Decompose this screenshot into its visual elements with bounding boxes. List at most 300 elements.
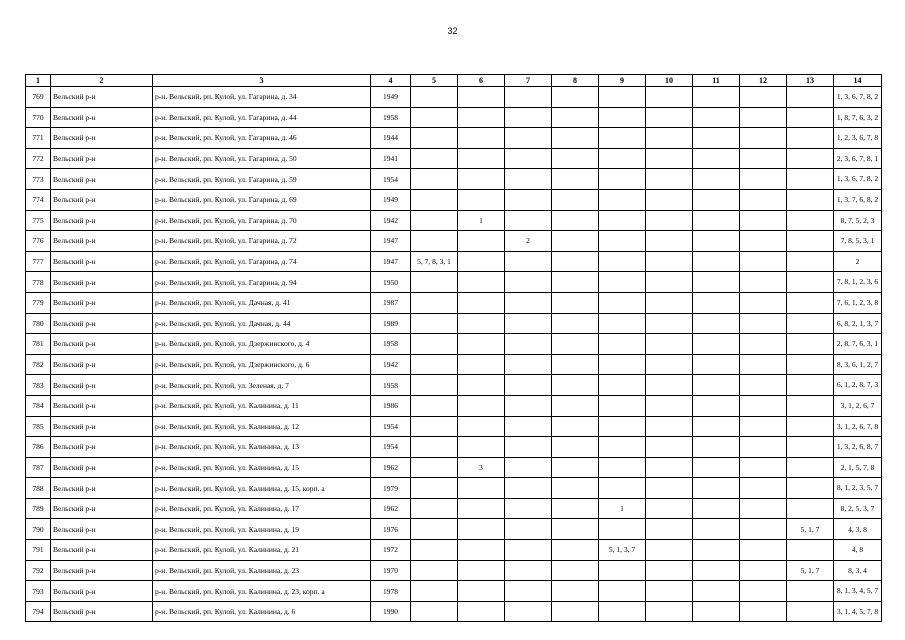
column-10-cell [646, 375, 693, 396]
column-14-cell: 2, 1, 5, 7, 8 [834, 457, 882, 478]
column-6-cell [458, 560, 505, 581]
column-12-cell [740, 560, 787, 581]
table-row [26, 395, 882, 416]
row-number: 779 [26, 292, 51, 313]
address-cell: р-н. Вельский, рп. Кулой, ул. Гагарина, д. 46 [153, 128, 371, 149]
column-9-cell [599, 519, 646, 540]
column-12-cell [740, 148, 787, 169]
address-cell: р-н. Вельский, рп. Кулой, ул. Калинина, д. 13 [153, 437, 371, 458]
column-12-cell [740, 375, 787, 396]
data-table [25, 74, 882, 622]
column-10-cell [646, 189, 693, 210]
column-7-cell [505, 334, 552, 355]
column-13-cell [787, 251, 834, 272]
column-5-cell [411, 416, 458, 437]
district-cell: Вельский р-н [51, 601, 153, 622]
column-12-cell [740, 354, 787, 375]
column-8-cell [552, 478, 599, 499]
page-number: 32 [447, 26, 458, 36]
column-7-cell [505, 313, 552, 334]
column-5-cell [411, 395, 458, 416]
year-cell: 1954 [371, 437, 411, 458]
table-row [26, 416, 882, 437]
column-8-cell [552, 251, 599, 272]
column-5-cell [411, 437, 458, 458]
column-7-cell [505, 560, 552, 581]
table-row [26, 457, 882, 478]
column-9-cell [599, 169, 646, 190]
column-12-cell [740, 169, 787, 190]
address-cell: р-н. Вельский, рп. Кулой, ул. Гагарина, д. 69 [153, 189, 371, 210]
column-7-cell [505, 437, 552, 458]
district-cell: Вельский р-н [51, 581, 153, 602]
year-cell: 1942 [371, 210, 411, 231]
column-5-cell [411, 87, 458, 108]
row-number: 791 [26, 540, 51, 561]
column-5-cell [411, 128, 458, 149]
address-cell: р-н. Вельский, рп. Кулой, ул. Гагарина, д. 50 [153, 148, 371, 169]
column-12-cell [740, 107, 787, 128]
column-7-cell [505, 581, 552, 602]
district-cell: Вельский р-н [51, 128, 153, 149]
column-9-cell [599, 210, 646, 231]
column-7-cell [505, 375, 552, 396]
column-9-cell: 5, 1, 3, 7 [599, 540, 646, 561]
table-row [26, 560, 882, 581]
column-13-cell [787, 272, 834, 293]
column-13-cell [787, 395, 834, 416]
column-6-cell [458, 148, 505, 169]
column-header-9: 9 [599, 75, 646, 87]
column-13-cell [787, 128, 834, 149]
column-10-cell [646, 437, 693, 458]
column-9-cell [599, 581, 646, 602]
row-number: 780 [26, 313, 51, 334]
address-cell: р-н. Вельский, рп. Кулой, ул. Калинина, д. 12 [153, 416, 371, 437]
column-12-cell [740, 334, 787, 355]
column-12-cell [740, 540, 787, 561]
column-13-cell [787, 354, 834, 375]
column-14-cell: 1, 3, 7, 6, 8, 2 [834, 189, 882, 210]
column-7-cell [505, 189, 552, 210]
column-10-cell [646, 560, 693, 581]
column-6-cell: 3 [458, 457, 505, 478]
table-row [26, 437, 882, 458]
column-14-cell: 3, 1, 2, 6, 7, 8 [834, 416, 882, 437]
row-number: 789 [26, 498, 51, 519]
column-13-cell [787, 313, 834, 334]
column-12-cell [740, 210, 787, 231]
column-12-cell [740, 437, 787, 458]
column-13-cell [787, 107, 834, 128]
table-row [26, 87, 882, 108]
column-8-cell [552, 148, 599, 169]
column-9-cell [599, 395, 646, 416]
address-cell: р-н. Вельский, рп. Кулой, ул. Калинина, д. 15 [153, 457, 371, 478]
district-cell: Вельский р-н [51, 189, 153, 210]
column-5-cell [411, 313, 458, 334]
column-7-cell [505, 169, 552, 190]
column-11-cell [693, 334, 740, 355]
column-9-cell: 1 [599, 498, 646, 519]
column-8-cell [552, 437, 599, 458]
column-6-cell [458, 251, 505, 272]
column-5-cell [411, 169, 458, 190]
district-cell: Вельский р-н [51, 478, 153, 499]
row-number: 776 [26, 231, 51, 252]
row-number: 793 [26, 581, 51, 602]
row-number: 792 [26, 560, 51, 581]
year-cell: 1962 [371, 498, 411, 519]
column-6-cell [458, 498, 505, 519]
column-14-cell: 1, 3, 6, 7, 8, 2 [834, 169, 882, 190]
table-row [26, 540, 882, 561]
row-number: 794 [26, 601, 51, 622]
column-6-cell [458, 540, 505, 561]
column-10-cell [646, 457, 693, 478]
column-13-cell [787, 375, 834, 396]
column-11-cell [693, 272, 740, 293]
column-9-cell [599, 107, 646, 128]
district-cell: Вельский р-н [51, 519, 153, 540]
column-11-cell [693, 231, 740, 252]
column-9-cell [599, 251, 646, 272]
column-9-cell [599, 292, 646, 313]
column-13-cell [787, 437, 834, 458]
column-7-cell [505, 395, 552, 416]
address-cell: р-н. Вельский, рп. Кулой, ул. Гагарина, д. 44 [153, 107, 371, 128]
district-cell: Вельский р-н [51, 292, 153, 313]
column-14-cell: 8, 7, 5, 2, 3 [834, 210, 882, 231]
column-8-cell [552, 107, 599, 128]
column-5-cell [411, 560, 458, 581]
column-6-cell [458, 581, 505, 602]
column-8-cell [552, 210, 599, 231]
address-cell: р-н. Вельский, рп. Кулой, ул. Гагарина, д. 72 [153, 231, 371, 252]
column-9-cell [599, 560, 646, 581]
year-cell: 1949 [371, 87, 411, 108]
column-10-cell [646, 334, 693, 355]
column-5-cell [411, 457, 458, 478]
column-5-cell [411, 375, 458, 396]
column-12-cell [740, 416, 787, 437]
column-12-cell [740, 457, 787, 478]
year-cell: 1947 [371, 231, 411, 252]
column-5-cell: 5, 7, 8, 3, 1 [411, 251, 458, 272]
district-cell: Вельский р-н [51, 498, 153, 519]
address-cell: р-н. Вельский, рп. Кулой, ул. Калинина, д. 17 [153, 498, 371, 519]
column-9-cell [599, 231, 646, 252]
column-11-cell [693, 189, 740, 210]
column-5-cell [411, 189, 458, 210]
row-number: 788 [26, 478, 51, 499]
column-8-cell [552, 519, 599, 540]
column-14-cell: 2, 3, 6, 7, 8, 1 [834, 148, 882, 169]
column-9-cell [599, 272, 646, 293]
column-8-cell [552, 354, 599, 375]
column-14-cell: 8, 1, 3, 4, 5, 7 [834, 581, 882, 602]
column-12-cell [740, 292, 787, 313]
column-11-cell [693, 169, 740, 190]
address-cell: р-н. Вельский, рп. Кулой, ул. Гагарина, д. 59 [153, 169, 371, 190]
table-row [26, 375, 882, 396]
column-13-cell [787, 292, 834, 313]
column-11-cell [693, 457, 740, 478]
column-14-cell: 8, 1, 2, 3, 5, 7 [834, 478, 882, 499]
row-number: 778 [26, 272, 51, 293]
row-number: 782 [26, 354, 51, 375]
column-10-cell [646, 251, 693, 272]
year-cell: 1942 [371, 354, 411, 375]
column-8-cell [552, 169, 599, 190]
column-12-cell [740, 128, 787, 149]
column-13-cell [787, 210, 834, 231]
column-11-cell [693, 498, 740, 519]
table-row [26, 498, 882, 519]
column-14-cell: 3, 1, 4, 5, 7, 8 [834, 601, 882, 622]
column-14-cell: 7, 8, 5, 3, 1 [834, 231, 882, 252]
year-cell: 1970 [371, 560, 411, 581]
column-12-cell [740, 251, 787, 272]
column-13-cell [787, 478, 834, 499]
district-cell: Вельский р-н [51, 334, 153, 355]
column-10-cell [646, 601, 693, 622]
column-header-12: 12 [740, 75, 787, 87]
year-cell: 1989 [371, 313, 411, 334]
column-9-cell [599, 313, 646, 334]
row-number: 785 [26, 416, 51, 437]
table-row [26, 169, 882, 190]
column-6-cell [458, 437, 505, 458]
column-9-cell [599, 601, 646, 622]
column-6-cell [458, 313, 505, 334]
column-14-cell: 8, 3, 4 [834, 560, 882, 581]
row-number: 775 [26, 210, 51, 231]
column-8-cell [552, 313, 599, 334]
column-13-cell [787, 416, 834, 437]
column-11-cell [693, 416, 740, 437]
column-8-cell [552, 375, 599, 396]
column-14-cell: 1, 3, 2, 6, 8, 7 [834, 437, 882, 458]
year-cell: 1958 [371, 107, 411, 128]
column-9-cell [599, 375, 646, 396]
row-number: 770 [26, 107, 51, 128]
column-6-cell: 1 [458, 210, 505, 231]
column-5-cell [411, 272, 458, 293]
column-12-cell [740, 189, 787, 210]
column-12-cell [740, 601, 787, 622]
year-cell: 1954 [371, 169, 411, 190]
column-13-cell [787, 540, 834, 561]
district-cell: Вельский р-н [51, 457, 153, 478]
column-8-cell [552, 457, 599, 478]
column-8-cell [552, 498, 599, 519]
address-cell: р-н. Вельский, рп. Кулой, ул. Гагарина, д. 74 [153, 251, 371, 272]
column-12-cell [740, 272, 787, 293]
address-cell: р-н. Вельский, рп. Кулой, ул. Калинина, д. 23 [153, 560, 371, 581]
header-row [26, 75, 882, 87]
column-11-cell [693, 210, 740, 231]
column-5-cell [411, 519, 458, 540]
column-10-cell [646, 169, 693, 190]
column-11-cell [693, 128, 740, 149]
column-11-cell [693, 354, 740, 375]
column-9-cell [599, 437, 646, 458]
column-10-cell [646, 395, 693, 416]
row-number: 784 [26, 395, 51, 416]
column-13-cell [787, 334, 834, 355]
row-number: 774 [26, 189, 51, 210]
column-7-cell [505, 251, 552, 272]
year-cell: 1978 [371, 581, 411, 602]
column-6-cell [458, 189, 505, 210]
address-cell: р-н. Вельский, рп. Кулой, ул. Калинина, д. 19 [153, 519, 371, 540]
column-14-cell: 1, 2, 3, 6, 7, 8 [834, 128, 882, 149]
district-cell: Вельский р-н [51, 416, 153, 437]
address-cell: р-н. Вельский, рп. Кулой, ул. Гагарина, д. 70 [153, 210, 371, 231]
table-row [26, 231, 882, 252]
column-9-cell [599, 478, 646, 499]
column-8-cell [552, 601, 599, 622]
column-8-cell [552, 560, 599, 581]
column-8-cell [552, 128, 599, 149]
column-10-cell [646, 478, 693, 499]
column-header-7: 7 [505, 75, 552, 87]
column-13-cell [787, 189, 834, 210]
district-cell: Вельский р-н [51, 148, 153, 169]
column-10-cell [646, 210, 693, 231]
column-13-cell: 5, 1, 7 [787, 560, 834, 581]
column-6-cell [458, 601, 505, 622]
column-7-cell [505, 601, 552, 622]
column-10-cell [646, 272, 693, 293]
table-row [26, 210, 882, 231]
column-8-cell [552, 231, 599, 252]
column-5-cell [411, 292, 458, 313]
year-cell: 1990 [371, 601, 411, 622]
row-number: 769 [26, 87, 51, 108]
column-7-cell [505, 292, 552, 313]
column-5-cell [411, 231, 458, 252]
district-cell: Вельский р-н [51, 272, 153, 293]
address-cell: р-н. Вельский, рп. Кулой, ул. Калинина, д. 15, корп. а [153, 478, 371, 499]
column-header-10: 10 [646, 75, 693, 87]
column-5-cell [411, 601, 458, 622]
table-row [26, 272, 882, 293]
column-8-cell [552, 189, 599, 210]
column-7-cell [505, 478, 552, 499]
column-11-cell [693, 560, 740, 581]
year-cell: 1950 [371, 272, 411, 293]
column-8-cell [552, 87, 599, 108]
row-number: 777 [26, 251, 51, 272]
table-row [26, 354, 882, 375]
column-14-cell: 3, 1, 2, 6, 7 [834, 395, 882, 416]
column-8-cell [552, 581, 599, 602]
address-cell: р-н. Вельский, рп. Кулой, ул. Гагарина, д. 94 [153, 272, 371, 293]
column-9-cell [599, 457, 646, 478]
year-cell: 1941 [371, 148, 411, 169]
column-9-cell [599, 148, 646, 169]
column-7-cell [505, 354, 552, 375]
column-11-cell [693, 251, 740, 272]
column-11-cell [693, 581, 740, 602]
column-13-cell [787, 169, 834, 190]
year-cell: 1979 [371, 478, 411, 499]
column-10-cell [646, 498, 693, 519]
address-cell: р-н. Вельский, рп. Кулой, ул. Дачная, д. 41 [153, 292, 371, 313]
district-cell: Вельский р-н [51, 87, 153, 108]
column-13-cell [787, 457, 834, 478]
column-5-cell [411, 498, 458, 519]
address-cell: р-н. Вельский, рп. Кулой, ул. Калинина, д. 21 [153, 540, 371, 561]
district-cell: Вельский р-н [51, 251, 153, 272]
column-5-cell [411, 581, 458, 602]
table-row [26, 148, 882, 169]
column-12-cell [740, 313, 787, 334]
column-8-cell [552, 334, 599, 355]
column-header-5: 5 [411, 75, 458, 87]
column-14-cell: 1, 8, 7, 6, 3, 2 [834, 107, 882, 128]
column-13-cell [787, 581, 834, 602]
column-11-cell [693, 87, 740, 108]
address-cell: р-н. Вельский, рп. Кулой, ул. Дачная, д. 44 [153, 313, 371, 334]
column-6-cell [458, 87, 505, 108]
column-10-cell [646, 292, 693, 313]
district-cell: Вельский р-н [51, 540, 153, 561]
address-cell: р-н. Вельский, рп. Кулой, ул. Гагарина, д. 34 [153, 87, 371, 108]
row-number: 790 [26, 519, 51, 540]
year-cell: 1986 [371, 395, 411, 416]
address-cell: р-н. Вельский, рп. Кулой, ул. Калинина, д. 6 [153, 601, 371, 622]
column-11-cell [693, 313, 740, 334]
year-cell: 1947 [371, 251, 411, 272]
column-10-cell [646, 87, 693, 108]
column-header-1: 1 [26, 75, 51, 87]
column-10-cell [646, 416, 693, 437]
column-header-3: 3 [153, 75, 371, 87]
column-8-cell [552, 540, 599, 561]
district-cell: Вельский р-н [51, 107, 153, 128]
column-6-cell [458, 231, 505, 252]
column-12-cell [740, 519, 787, 540]
column-12-cell [740, 231, 787, 252]
row-number: 786 [26, 437, 51, 458]
column-11-cell [693, 478, 740, 499]
district-cell: Вельский р-н [51, 169, 153, 190]
column-14-cell: 4, 3, 8 [834, 519, 882, 540]
column-6-cell [458, 107, 505, 128]
column-6-cell [458, 395, 505, 416]
column-10-cell [646, 540, 693, 561]
column-header-6: 6 [458, 75, 505, 87]
column-9-cell [599, 87, 646, 108]
column-6-cell [458, 354, 505, 375]
column-8-cell [552, 416, 599, 437]
column-10-cell [646, 313, 693, 334]
column-header-13: 13 [787, 75, 834, 87]
column-11-cell [693, 107, 740, 128]
column-6-cell [458, 375, 505, 396]
column-14-cell: 7, 6, 1, 2, 3, 8 [834, 292, 882, 313]
year-cell: 1958 [371, 375, 411, 396]
column-11-cell [693, 395, 740, 416]
column-6-cell [458, 128, 505, 149]
column-14-cell: 1, 3, 6, 7, 8, 2 [834, 87, 882, 108]
address-cell: р-н. Вельский, рп. Кулой, ул. Дзержинского, д. 6 [153, 354, 371, 375]
column-11-cell [693, 148, 740, 169]
column-7-cell [505, 87, 552, 108]
